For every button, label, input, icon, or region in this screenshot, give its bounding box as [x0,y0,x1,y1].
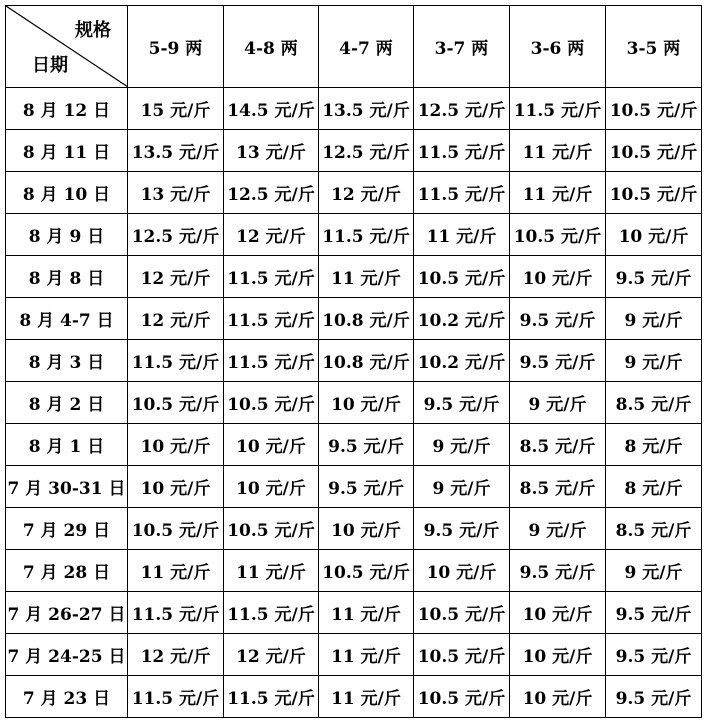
price-cell: 10.5 元/斤 [224,382,319,424]
price-cell: 10 元/斤 [128,466,224,508]
price-cell: 11.5 元/斤 [224,592,319,634]
price-cell: 11.5 元/斤 [224,676,319,718]
price-cell: 9.5 元/斤 [510,550,606,592]
table-row [6,340,702,382]
price-cell: 10.5 元/斤 [319,550,414,592]
table-row [6,256,702,298]
price-cell: 10 元/斤 [510,676,606,718]
price-cell: 10 元/斤 [510,256,606,298]
column-header: 3-5 两 [606,6,702,88]
price-cell: 11.5 元/斤 [224,340,319,382]
date-cell: 8 月 1 日 [6,424,128,466]
price-cell: 9.5 元/斤 [414,382,510,424]
price-cell: 8.5 元/斤 [606,382,702,424]
price-cell: 12 元/斤 [224,214,319,256]
table-row [6,466,702,508]
price-cell: 11.5 元/斤 [128,592,224,634]
price-cell: 12 元/斤 [224,634,319,676]
date-cell: 8 月 9 日 [6,214,128,256]
price-cell: 10 元/斤 [224,424,319,466]
price-cell: 9.5 元/斤 [319,466,414,508]
date-cell: 8 月 10 日 [6,172,128,214]
price-cell: 10 元/斤 [510,634,606,676]
price-cell: 11 元/斤 [319,676,414,718]
price-cell: 10.5 元/斤 [414,256,510,298]
price-cell: 9.5 元/斤 [606,634,702,676]
price-cell: 15 元/斤 [128,88,224,130]
price-cell: 10 元/斤 [319,508,414,550]
price-cell: 9.5 元/斤 [414,508,510,550]
price-cell: 10.5 元/斤 [510,214,606,256]
price-cell: 9.5 元/斤 [606,256,702,298]
price-cell: 13.5 元/斤 [319,88,414,130]
price-cell: 10.5 元/斤 [224,508,319,550]
table-row [6,676,702,718]
date-cell: 8 月 2 日 [6,382,128,424]
column-header: 3-6 两 [510,6,606,88]
table-row [6,634,702,676]
price-cell: 10 元/斤 [224,466,319,508]
price-cell: 9 元/斤 [606,298,702,340]
price-cell: 10.8 元/斤 [319,340,414,382]
price-cell: 11 元/斤 [319,592,414,634]
price-cell: 12 元/斤 [128,634,224,676]
price-cell: 10.5 元/斤 [606,130,702,172]
price-cell: 10.5 元/斤 [128,508,224,550]
price-cell: 11.5 元/斤 [128,676,224,718]
price-cell: 11.5 元/斤 [224,256,319,298]
price-cell: 11 元/斤 [224,550,319,592]
price-cell: 10.5 元/斤 [606,172,702,214]
table-row [6,298,702,340]
price-cell: 10.5 元/斤 [414,634,510,676]
price-cell: 12.5 元/斤 [414,88,510,130]
price-cell: 12.5 元/斤 [224,172,319,214]
price-cell: 9.5 元/斤 [606,592,702,634]
date-cell: 7 月 29 日 [6,508,128,550]
column-header: 4-8 两 [224,6,319,88]
date-cell: 7 月 30-31 日 [6,466,128,508]
table-row [6,88,702,130]
date-cell: 7 月 26-27 日 [6,592,128,634]
price-cell: 8.5 元/斤 [606,508,702,550]
date-cell: 8 月 3 日 [6,340,128,382]
price-cell: 11.5 元/斤 [510,88,606,130]
price-cell: 11.5 元/斤 [224,298,319,340]
table-row [6,172,702,214]
price-cell: 12 元/斤 [128,256,224,298]
price-cell: 11 元/斤 [510,172,606,214]
price-cell: 8.5 元/斤 [510,424,606,466]
table-body [6,6,702,718]
header-row [6,6,702,88]
column-header: 4-7 两 [319,6,414,88]
price-cell: 10.5 元/斤 [128,382,224,424]
table-row [6,508,702,550]
date-cell: 8 月 12 日 [6,88,128,130]
price-cell: 9 元/斤 [606,550,702,592]
table-row [6,214,702,256]
price-cell: 11 元/斤 [414,214,510,256]
date-axis-label: 日期 [32,55,68,76]
price-cell: 10.5 元/斤 [414,676,510,718]
price-cell: 9 元/斤 [510,508,606,550]
price-cell: 13 元/斤 [128,172,224,214]
price-cell: 9.5 元/斤 [510,340,606,382]
price-cell: 11.5 元/斤 [319,214,414,256]
price-cell: 12 元/斤 [128,298,224,340]
price-cell: 8 元/斤 [606,424,702,466]
price-cell: 12 元/斤 [319,172,414,214]
spec-axis-label: 规格 [75,20,111,41]
table-row [6,592,702,634]
price-cell: 9 元/斤 [606,340,702,382]
date-cell: 8 月 8 日 [6,256,128,298]
price-cell: 10 元/斤 [510,592,606,634]
date-cell: 8 月 4-7 日 [6,298,128,340]
price-cell: 13 元/斤 [224,130,319,172]
price-cell: 11 元/斤 [128,550,224,592]
price-cell: 12.5 元/斤 [128,214,224,256]
table-row [6,424,702,466]
price-cell: 10 元/斤 [319,382,414,424]
price-cell: 10.5 元/斤 [414,592,510,634]
date-cell: 7 月 28 日 [6,550,128,592]
table-row [6,550,702,592]
price-cell: 9.5 元/斤 [510,298,606,340]
price-cell: 9.5 元/斤 [319,424,414,466]
price-cell: 9 元/斤 [414,466,510,508]
price-cell: 10 元/斤 [606,214,702,256]
date-cell: 7 月 24-25 日 [6,634,128,676]
price-cell: 13.5 元/斤 [128,130,224,172]
price-cell: 10 元/斤 [128,424,224,466]
table-row [6,130,702,172]
price-cell: 11.5 元/斤 [128,340,224,382]
column-header: 3-7 两 [414,6,510,88]
price-cell: 10 元/斤 [414,550,510,592]
price-cell: 11.5 元/斤 [414,172,510,214]
price-cell: 10.5 元/斤 [606,88,702,130]
date-cell: 8 月 11 日 [6,130,128,172]
corner-header-cell [6,6,128,88]
price-cell: 11 元/斤 [510,130,606,172]
price-table [5,5,702,718]
table-row [6,382,702,424]
price-cell: 14.5 元/斤 [224,88,319,130]
price-cell: 8 元/斤 [606,466,702,508]
price-cell: 9 元/斤 [510,382,606,424]
date-cell: 7 月 23 日 [6,676,128,718]
price-cell: 10.8 元/斤 [319,298,414,340]
price-cell: 10.2 元/斤 [414,340,510,382]
column-header: 5-9 两 [128,6,224,88]
price-cell: 9.5 元/斤 [606,676,702,718]
price-cell: 9 元/斤 [414,424,510,466]
price-cell: 8.5 元/斤 [510,466,606,508]
price-cell: 11 元/斤 [319,634,414,676]
price-cell: 11.5 元/斤 [414,130,510,172]
price-cell: 12.5 元/斤 [319,130,414,172]
price-cell: 10.2 元/斤 [414,298,510,340]
price-cell: 11 元/斤 [319,256,414,298]
